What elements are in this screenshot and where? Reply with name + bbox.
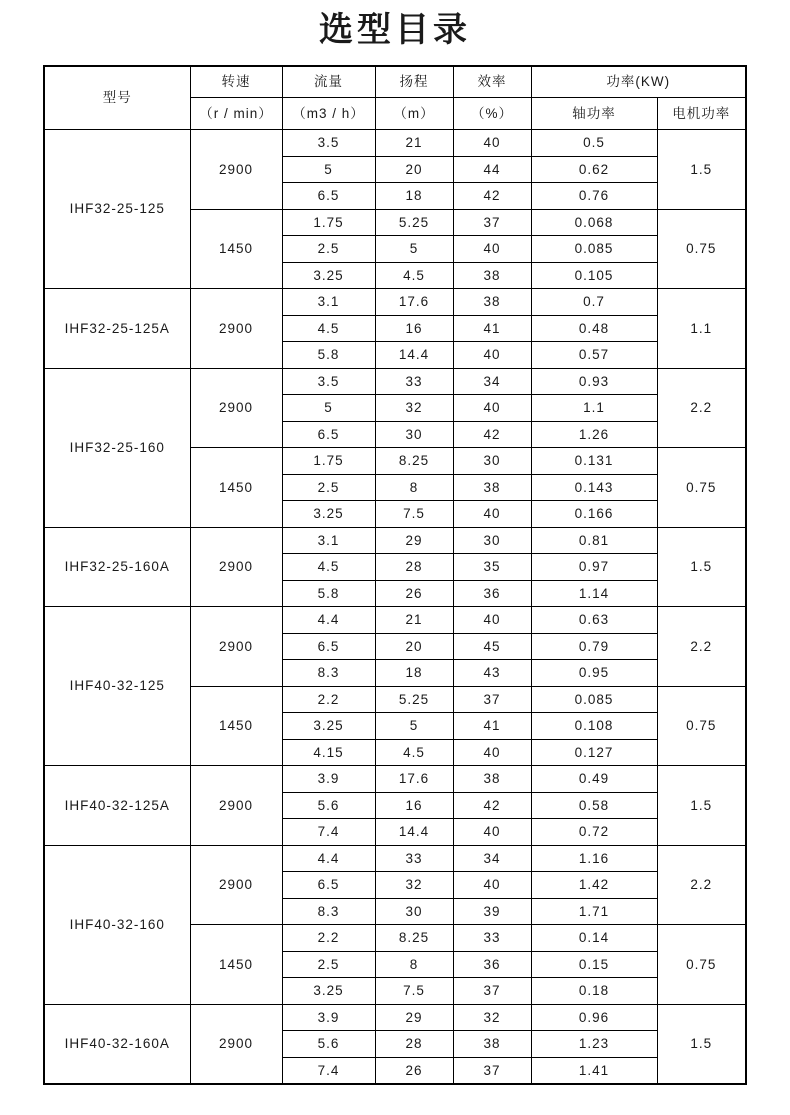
cell-head: 33 (375, 368, 453, 395)
cell-motor-power: 1.5 (657, 1004, 746, 1084)
cell-model: IHF32-25-160 (44, 368, 190, 527)
cell-flow: 1.75 (282, 209, 375, 236)
cell-head: 30 (375, 421, 453, 448)
cell-motor-power: 0.75 (657, 209, 746, 289)
cell-speed: 2900 (190, 1004, 282, 1084)
cell-eff: 45 (453, 633, 531, 660)
cell-eff: 42 (453, 792, 531, 819)
cell-motor-power: 1.5 (657, 527, 746, 607)
cell-shaft: 1.23 (531, 1031, 657, 1058)
cell-shaft: 0.7 (531, 289, 657, 316)
cell-head: 29 (375, 1004, 453, 1031)
cell-eff: 38 (453, 262, 531, 289)
cell-speed: 2900 (190, 289, 282, 369)
cell-speed: 2900 (190, 766, 282, 846)
cell-speed: 2900 (190, 607, 282, 687)
cell-motor-power: 2.2 (657, 607, 746, 687)
cell-head: 8 (375, 474, 453, 501)
cell-head: 8.25 (375, 448, 453, 475)
cell-head: 5.25 (375, 686, 453, 713)
cell-shaft: 1.14 (531, 580, 657, 607)
cell-flow: 4.4 (282, 845, 375, 872)
cell-speed: 1450 (190, 448, 282, 528)
cell-shaft: 1.42 (531, 872, 657, 899)
cell-model: IHF40-32-160 (44, 845, 190, 1004)
header-shaft-power: 轴功率 (531, 98, 657, 130)
cell-shaft: 0.57 (531, 342, 657, 369)
cell-flow: 1.75 (282, 448, 375, 475)
page-title: 选型目录 (319, 11, 471, 49)
cell-flow: 6.5 (282, 421, 375, 448)
cell-motor-power: 0.75 (657, 448, 746, 528)
cell-head: 14.4 (375, 819, 453, 846)
cell-shaft: 0.95 (531, 660, 657, 687)
cell-eff: 32 (453, 1004, 531, 1031)
cell-flow: 5.8 (282, 342, 375, 369)
cell-shaft: 0.63 (531, 607, 657, 634)
cell-eff: 38 (453, 474, 531, 501)
cell-head: 4.5 (375, 262, 453, 289)
cell-flow: 3.5 (282, 130, 375, 157)
cell-eff: 40 (453, 342, 531, 369)
cell-motor-power: 1.5 (657, 130, 746, 210)
cell-head: 16 (375, 315, 453, 342)
table-row (44, 130, 746, 157)
cell-eff: 40 (453, 501, 531, 528)
cell-model: IHF32-25-125A (44, 289, 190, 369)
cell-shaft: 0.18 (531, 978, 657, 1005)
cell-flow: 2.5 (282, 236, 375, 263)
cell-shaft: 0.108 (531, 713, 657, 740)
cell-eff: 36 (453, 951, 531, 978)
cell-flow: 7.4 (282, 819, 375, 846)
cell-head: 16 (375, 792, 453, 819)
cell-motor-power: 1.1 (657, 289, 746, 369)
cell-flow: 2.5 (282, 951, 375, 978)
cell-flow: 2.2 (282, 686, 375, 713)
cell-eff: 33 (453, 925, 531, 952)
cell-shaft: 0.085 (531, 236, 657, 263)
cell-head: 28 (375, 554, 453, 581)
header-model: 型号 (44, 66, 190, 130)
cell-eff: 42 (453, 183, 531, 210)
cell-shaft: 0.97 (531, 554, 657, 581)
cell-model: IHF40-32-125A (44, 766, 190, 846)
cell-shaft: 0.15 (531, 951, 657, 978)
cell-shaft: 1.71 (531, 898, 657, 925)
table-row (44, 845, 746, 872)
header-flow: 流量 (282, 66, 375, 98)
cell-flow: 5.8 (282, 580, 375, 607)
cell-eff: 40 (453, 819, 531, 846)
cell-flow: 3.25 (282, 262, 375, 289)
cell-eff: 44 (453, 156, 531, 183)
cell-head: 20 (375, 633, 453, 660)
cell-eff: 34 (453, 845, 531, 872)
cell-shaft: 0.81 (531, 527, 657, 554)
cell-flow: 3.1 (282, 527, 375, 554)
cell-head: 26 (375, 580, 453, 607)
cell-shaft: 0.14 (531, 925, 657, 952)
cell-head: 32 (375, 872, 453, 899)
table-header (44, 66, 746, 130)
cell-speed: 1450 (190, 209, 282, 289)
cell-model: IHF32-25-125 (44, 130, 190, 289)
cell-eff: 40 (453, 739, 531, 766)
cell-flow: 2.2 (282, 925, 375, 952)
cell-eff: 37 (453, 209, 531, 236)
cell-eff: 36 (453, 580, 531, 607)
cell-eff: 35 (453, 554, 531, 581)
cell-head: 5 (375, 236, 453, 263)
cell-motor-power: 0.75 (657, 686, 746, 766)
cell-flow: 5.6 (282, 1031, 375, 1058)
cell-eff: 37 (453, 978, 531, 1005)
cell-head: 8.25 (375, 925, 453, 952)
table-row (44, 289, 746, 316)
cell-eff: 43 (453, 660, 531, 687)
cell-head: 18 (375, 183, 453, 210)
cell-eff: 30 (453, 527, 531, 554)
cell-eff: 42 (453, 421, 531, 448)
header-head: 扬程 (375, 66, 453, 98)
cell-flow: 4.5 (282, 315, 375, 342)
cell-head: 17.6 (375, 766, 453, 793)
cell-eff: 40 (453, 236, 531, 263)
cell-eff: 40 (453, 607, 531, 634)
cell-speed: 1450 (190, 686, 282, 766)
cell-head: 33 (375, 845, 453, 872)
cell-head: 8 (375, 951, 453, 978)
table-body (44, 130, 746, 1085)
cell-shaft: 0.76 (531, 183, 657, 210)
cell-speed: 2900 (190, 368, 282, 448)
cell-eff: 38 (453, 1031, 531, 1058)
cell-flow: 2.5 (282, 474, 375, 501)
cell-shaft: 0.127 (531, 739, 657, 766)
cell-model: IHF40-32-125 (44, 607, 190, 766)
header-speed-unit: （r / min） (190, 98, 282, 130)
specification-table (43, 65, 747, 1085)
cell-motor-power: 1.5 (657, 766, 746, 846)
cell-head: 30 (375, 898, 453, 925)
cell-speed: 2900 (190, 845, 282, 925)
cell-eff: 38 (453, 766, 531, 793)
cell-eff: 41 (453, 713, 531, 740)
cell-motor-power: 2.2 (657, 845, 746, 925)
cell-flow: 3.9 (282, 766, 375, 793)
cell-motor-power: 0.75 (657, 925, 746, 1005)
cell-shaft: 0.49 (531, 766, 657, 793)
cell-shaft: 0.96 (531, 1004, 657, 1031)
cell-shaft: 0.166 (531, 501, 657, 528)
table-row (44, 1004, 746, 1031)
cell-flow: 6.5 (282, 872, 375, 899)
header-power: 功率(KW) (531, 66, 746, 98)
cell-eff: 40 (453, 130, 531, 157)
cell-shaft: 1.16 (531, 845, 657, 872)
cell-flow: 3.25 (282, 713, 375, 740)
cell-eff: 40 (453, 395, 531, 422)
cell-head: 26 (375, 1057, 453, 1084)
cell-head: 7.5 (375, 978, 453, 1005)
header-motor-power: 电机功率 (657, 98, 746, 130)
cell-shaft: 0.93 (531, 368, 657, 395)
cell-eff: 40 (453, 872, 531, 899)
cell-model: IHF40-32-160A (44, 1004, 190, 1084)
cell-shaft: 0.131 (531, 448, 657, 475)
cell-flow: 3.5 (282, 368, 375, 395)
cell-shaft: 0.79 (531, 633, 657, 660)
cell-eff: 38 (453, 289, 531, 316)
cell-flow: 5 (282, 156, 375, 183)
cell-motor-power: 2.2 (657, 368, 746, 448)
cell-eff: 30 (453, 448, 531, 475)
cell-flow: 8.3 (282, 660, 375, 687)
cell-head: 14.4 (375, 342, 453, 369)
cell-eff: 34 (453, 368, 531, 395)
cell-shaft: 0.105 (531, 262, 657, 289)
cell-head: 21 (375, 130, 453, 157)
cell-flow: 3.25 (282, 978, 375, 1005)
cell-flow: 3.25 (282, 501, 375, 528)
cell-head: 20 (375, 156, 453, 183)
header-head-unit: （m） (375, 98, 453, 130)
table-row (44, 368, 746, 395)
cell-flow: 3.1 (282, 289, 375, 316)
cell-eff: 39 (453, 898, 531, 925)
cell-flow: 4.4 (282, 607, 375, 634)
table-row (44, 766, 746, 793)
cell-shaft: 0.48 (531, 315, 657, 342)
header-flow-unit: （m3 / h） (282, 98, 375, 130)
cell-head: 18 (375, 660, 453, 687)
cell-shaft: 0.085 (531, 686, 657, 713)
cell-shaft: 0.62 (531, 156, 657, 183)
cell-model: IHF32-25-160A (44, 527, 190, 607)
header-efficiency-unit: （%） (453, 98, 531, 130)
cell-flow: 5.6 (282, 792, 375, 819)
header-speed: 转速 (190, 66, 282, 98)
cell-flow: 4.15 (282, 739, 375, 766)
cell-eff: 41 (453, 315, 531, 342)
cell-flow: 3.9 (282, 1004, 375, 1031)
cell-head: 5.25 (375, 209, 453, 236)
cell-eff: 37 (453, 1057, 531, 1084)
table-row (44, 607, 746, 634)
cell-shaft: 0.5 (531, 130, 657, 157)
cell-head: 32 (375, 395, 453, 422)
cell-head: 29 (375, 527, 453, 554)
cell-shaft: 1.1 (531, 395, 657, 422)
cell-speed: 2900 (190, 130, 282, 210)
header-efficiency: 效率 (453, 66, 531, 98)
cell-flow: 6.5 (282, 183, 375, 210)
cell-speed: 1450 (190, 925, 282, 1005)
cell-head: 7.5 (375, 501, 453, 528)
cell-flow: 4.5 (282, 554, 375, 581)
table-row (44, 527, 746, 554)
cell-head: 21 (375, 607, 453, 634)
cell-shaft: 0.143 (531, 474, 657, 501)
cell-head: 5 (375, 713, 453, 740)
cell-shaft: 1.41 (531, 1057, 657, 1084)
cell-head: 17.6 (375, 289, 453, 316)
cell-shaft: 0.068 (531, 209, 657, 236)
cell-shaft: 0.58 (531, 792, 657, 819)
cell-flow: 6.5 (282, 633, 375, 660)
cell-flow: 7.4 (282, 1057, 375, 1084)
cell-eff: 37 (453, 686, 531, 713)
cell-head: 28 (375, 1031, 453, 1058)
cell-shaft: 1.26 (531, 421, 657, 448)
cell-speed: 2900 (190, 527, 282, 607)
cell-flow: 5 (282, 395, 375, 422)
cell-shaft: 0.72 (531, 819, 657, 846)
cell-flow: 8.3 (282, 898, 375, 925)
cell-head: 4.5 (375, 739, 453, 766)
